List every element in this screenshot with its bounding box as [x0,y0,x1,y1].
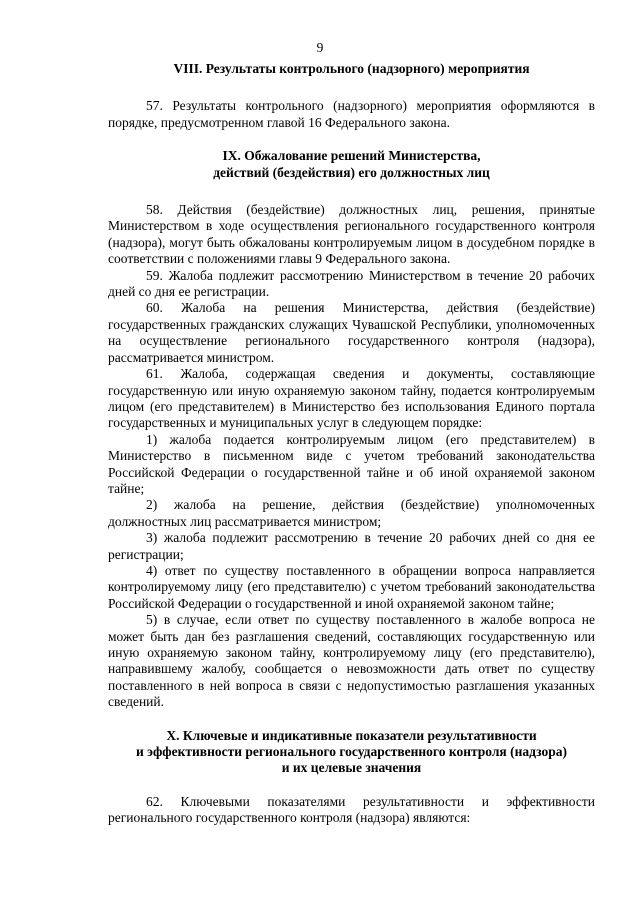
list-item-2: 2) жалоба на решение, действия (бездействие) уполномоченных должностных лиц рассматривается министром; [108,497,595,529]
list-item-4: 4) ответ по существу поставленного в обращении вопроса направляется контролируемому лицу (его представителю) с учетом требований законодательства Российской Федерации о государственной и иной охраняемой законом тайне; [108,562,595,611]
section-10-heading [108,728,595,777]
section-9-heading [108,148,595,181]
section-9-heading-line-1: IX. Обжалование решений Министерства, [222,148,481,164]
paragraph-57: 57. Результаты контрольного (надзорного) мероприятия оформляются в порядке, предусмотренном главой 16 Федерального закона. [108,98,595,130]
paragraph-59: 59. Жалоба подлежит рассмотрению Министерством в течение 20 рабочих дней со дня ее регистрации. [108,267,595,300]
list-item-5: 5) в случае, если ответ по существу поставленного в жалобе вопроса не может быть дан без разглашения сведений, составляющих государственную или иную охраняемую законом тайну, контролируемому лицу (его представителю), направившему жалобу, сообщается о невозможности дать ответ по существу поставленного в ней вопроса в связи с недопустимостью разглашения указанных сведений. [108,612,595,710]
paragraph-61: 61. Жалоба, содержащая сведения и документы, составляющие государственную или иную охраняемую законом тайну, подается контролируемым лицом (его представителем) в Министерство без использования Единого портала государственных и муниципальных услуг в следующем порядке: [108,366,595,431]
list-item-1: 1) жалоба подается контролируемым лицом (его представителем) в Министерство в письменном виде с учетом требований законодательства Российской Федерации о государственной тайне и об иной охраняемой законом тайне; [108,431,595,496]
section-10-heading-line-3: и их целевые значения [281,760,422,776]
page-number: 9 [316,40,324,55]
paragraph-58: 58. Действия (бездействие) должностных лиц, решения, принятые Министерством в ходе осуществления регионального государственного контроля (надзора), могут быть обжалованы контролируемым лицом в досудебном порядке в соответствии с положениями главы 9 Федерального закона. [108,202,595,267]
section-8-heading: VIII. Результаты контрольного (надзорного) мероприятия [173,61,530,76]
paragraph-60: 60. Жалоба на решения Министерства, действия (бездействие) государственных гражданских служащих Чувашской Республики, уполномоченных на осуществление регионального государственного контроля (надзора), рассматривается министром. [108,300,595,365]
document-body [108,61,595,827]
paragraph-62: 62. Ключевыми показателями результативности и эффективности регионального государственного контроля (надзора) являются: [108,793,595,826]
section-10-heading-line-1: X. Ключевые и индикативные показатели результативности [166,727,537,743]
section-9-heading-line-2: действий (бездействия) его должностных лиц [213,164,490,180]
section-10-heading-line-2: и эффективности регионального государственного контроля (надзора) [136,744,567,760]
list-item-3: 3) жалоба подлежит рассмотрению в течение 20 рабочих дней со дня ее регистрации; [108,530,595,562]
